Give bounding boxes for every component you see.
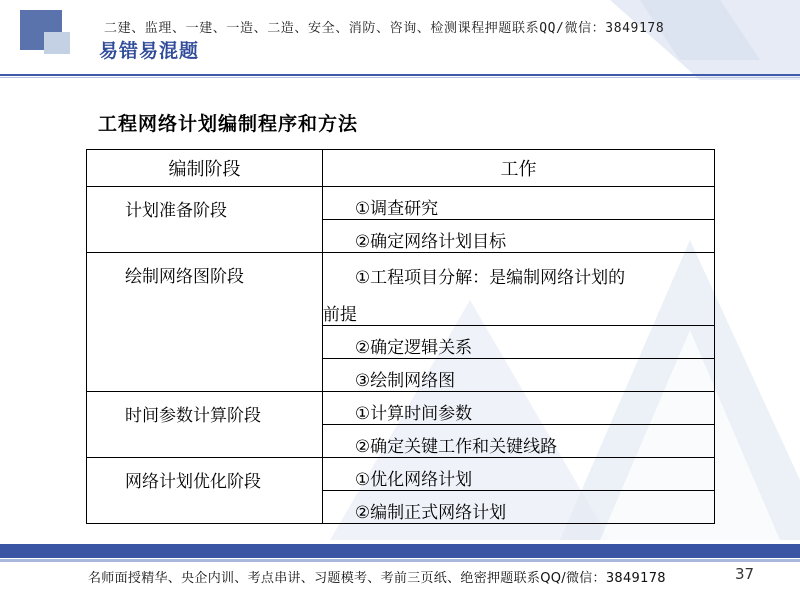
work-cell: ③绘制网络图	[322, 359, 714, 392]
table-header-work: 工作	[322, 150, 714, 187]
stage-cell: 网络计划优化阶段	[87, 458, 323, 524]
footer-bar	[0, 544, 800, 558]
stage-cell: 计划准备阶段	[87, 187, 323, 253]
work-cell: ②确定关键工作和关键线路	[322, 425, 714, 458]
header-contact-text: 二建、监理、一建、一造、二造、安全、消防、咨询、检测课程押题联系QQ/微信：3849178	[104, 21, 665, 36]
table-row	[87, 392, 715, 425]
work-cell: ①调查研究	[322, 187, 714, 220]
work-cell: ①优化网络计划	[322, 458, 714, 491]
table-row	[87, 253, 715, 326]
header-divider-light	[0, 77, 800, 78]
page-number: 37	[735, 565, 755, 583]
header-subtitle: 易错易混题	[99, 40, 200, 62]
table-header-row	[87, 150, 715, 187]
table-header-stage: 编制阶段	[87, 150, 323, 187]
footer-contact-text: 名师面授精华、央企内训、考点串讲、习题模考、考前三页纸、绝密押题联系QQ/微信：3849178	[88, 571, 666, 586]
work-text-line: 前提	[322, 305, 357, 325]
work-cell: ①计算时间参数	[322, 392, 714, 425]
stage-cell: 时间参数计算阶段	[87, 392, 323, 458]
footer-bar-light	[0, 559, 800, 562]
work-cell	[322, 253, 714, 326]
table-row	[87, 187, 715, 220]
work-cell: ②编制正式网络计划	[322, 491, 714, 524]
page-title: 工程网络计划编制程序和方法	[98, 113, 359, 135]
work-cell: ②确定逻辑关系	[322, 326, 714, 359]
header-divider	[0, 74, 800, 76]
work-cell: ②确定网络计划目标	[322, 220, 714, 253]
table-row	[87, 458, 715, 491]
stage-cell: 绘制网络图阶段	[87, 253, 323, 392]
work-text-line: ①工程项目分解：是编制网络计划的	[354, 268, 626, 288]
logo-square-light	[44, 32, 70, 54]
plan-table	[86, 149, 715, 524]
